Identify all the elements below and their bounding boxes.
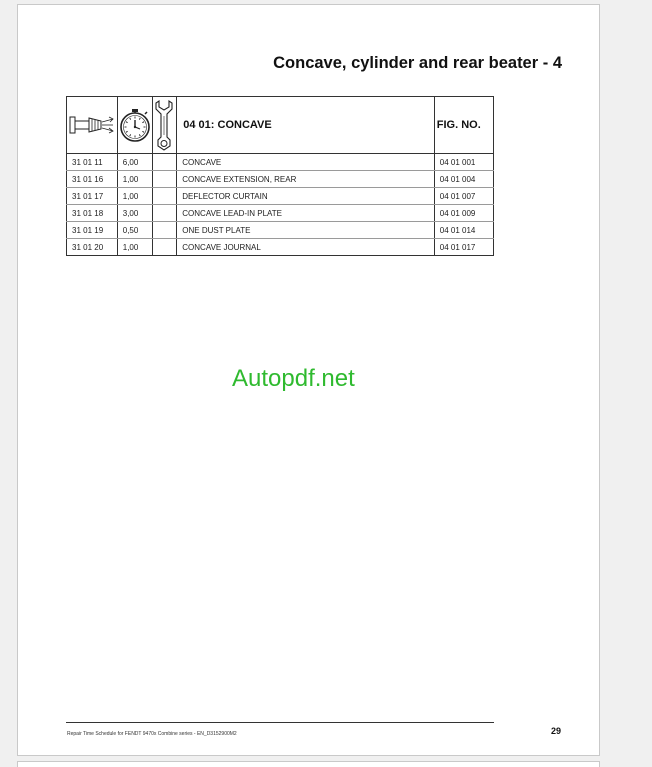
table-row (67, 154, 494, 171)
repair-time: 6,00 (117, 154, 152, 171)
tool-cell (152, 239, 177, 256)
machine-part-icon (69, 110, 115, 140)
operation-code: 31 01 20 (67, 239, 118, 256)
table-row (67, 171, 494, 188)
figure-number: 04 01 004 (434, 171, 493, 188)
operation-description: CONCAVE LEAD-IN PLATE (177, 205, 434, 222)
operation-code: 31 01 17 (67, 188, 118, 205)
page-title: Concave, cylinder and rear beater - 4 (273, 54, 562, 72)
page-number: 29 (550, 726, 561, 736)
operation-description: ONE DUST PLATE (177, 222, 434, 239)
operation-description: DEFLECTOR CURTAIN (177, 188, 434, 205)
table-row (67, 188, 494, 205)
tool-cell (152, 154, 177, 171)
tool-cell (152, 171, 177, 188)
table-header-row (67, 97, 494, 154)
repair-time: 1,00 (117, 239, 152, 256)
repair-time: 0,50 (117, 222, 152, 239)
repair-time: 1,00 (117, 188, 152, 205)
section-heading: 04 01: CONCAVE (177, 97, 434, 154)
footer-caption: Repair Time Schedule for FENDT 9470x Combine series - EN_D3152900M2 (67, 731, 237, 737)
next-page-edge (17, 761, 600, 767)
table-row (67, 222, 494, 239)
footer-divider (66, 722, 494, 723)
figure-number: 04 01 007 (434, 188, 493, 205)
repair-time: 1,00 (117, 171, 152, 188)
header-tool-cell (152, 97, 177, 154)
table-row (67, 205, 494, 222)
operation-description: CONCAVE (177, 154, 434, 171)
repair-time: 3,00 (117, 205, 152, 222)
figure-number: 04 01 001 (434, 154, 493, 171)
operation-description: CONCAVE EXTENSION, REAR (177, 171, 434, 188)
table-row (67, 239, 494, 256)
header-time-cell (117, 97, 152, 154)
figure-number: 04 01 017 (434, 239, 493, 256)
operation-code: 31 01 11 (67, 154, 118, 171)
fig-no-header: FIG. NO. (434, 97, 493, 154)
stopwatch-icon (119, 108, 151, 142)
tool-cell (152, 188, 177, 205)
header-machine-cell (67, 97, 118, 154)
wrench-icon (155, 99, 173, 151)
figure-number: 04 01 009 (434, 205, 493, 222)
operation-code: 31 01 18 (67, 205, 118, 222)
operation-code: 31 01 16 (67, 171, 118, 188)
repair-time-table (66, 96, 494, 256)
operation-description: CONCAVE JOURNAL (177, 239, 434, 256)
watermark-text: Autopdf.net (232, 365, 355, 392)
figure-number: 04 01 014 (434, 222, 493, 239)
tool-cell (152, 205, 177, 222)
operation-code: 31 01 19 (67, 222, 118, 239)
tool-cell (152, 222, 177, 239)
